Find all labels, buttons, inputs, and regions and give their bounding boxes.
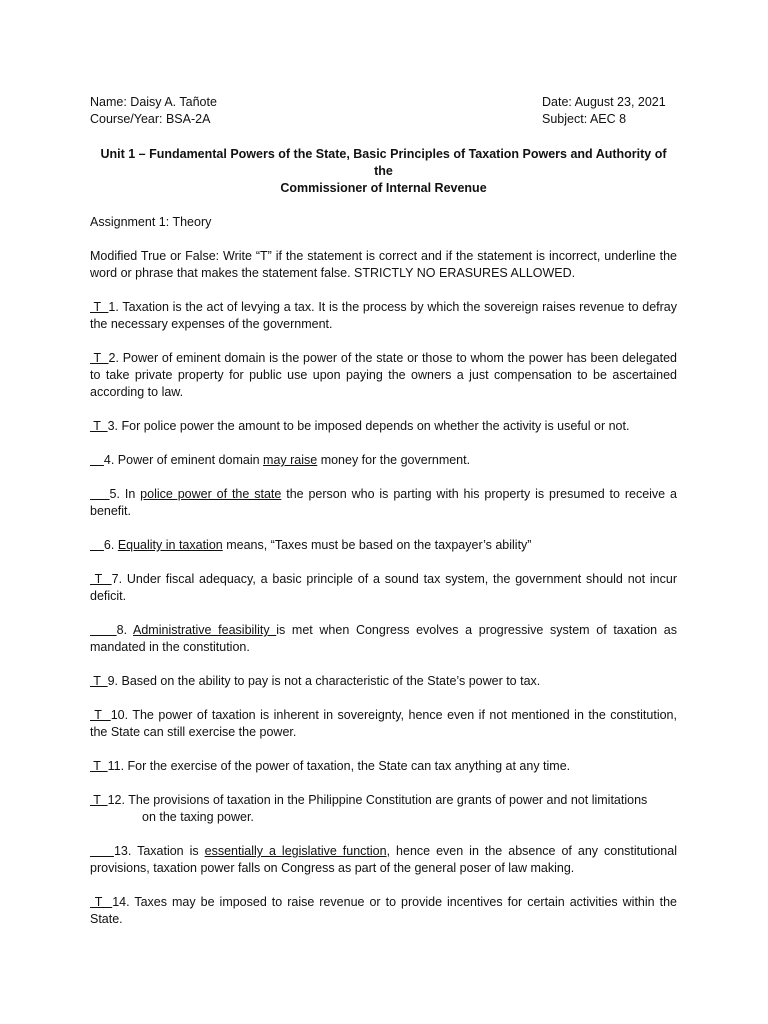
- instructions: Modified True or False: Write “T” if the statement is correct and if the statement is incorrect, underline the word or phrase that makes the statement false. STRICTLY NO ERASURES ALLOWED.: [90, 249, 677, 280]
- answer-blank: T: [90, 351, 109, 365]
- underlined-phrase: Administrative feasibility: [133, 623, 277, 637]
- item-text-post: , hence even in the absence of any constitutional provisions, taxation power falls on Congress as part of the general poser of law making.: [90, 844, 677, 875]
- item-text: 9. Based on the ability to pay is not a characteristic of the State’s power to tax.: [107, 674, 541, 688]
- answer-blank: [90, 538, 104, 552]
- item-text-pre: 8.: [116, 623, 134, 637]
- item-text-post: money for the government.: [317, 453, 471, 467]
- answer-blank: T: [90, 572, 112, 586]
- student-name: Name: Daisy A. Tañote: [90, 95, 217, 109]
- answer-blank: [90, 453, 104, 467]
- item-text-post: is met when Congress evolves a progressive system of taxation as mandated in the constitution.: [90, 623, 677, 654]
- list-item: [90, 350, 677, 401]
- answer-blank: T: [90, 895, 113, 909]
- unit-title-line1: Unit 1 – Fundamental Powers of the State, Basic Principles of Taxation Powers and Authority of the: [100, 147, 667, 178]
- list-item: [90, 486, 677, 520]
- list-item: [90, 452, 677, 469]
- item-text: 3. For police power the amount to be imposed depends on whether the activity is useful or not.: [107, 419, 630, 433]
- item-text-post: the person who is parting with his property is presumed to receive a benefit.: [90, 487, 677, 518]
- item-text-pre: 6.: [103, 538, 118, 552]
- answer-blank: T: [90, 793, 108, 807]
- subject-field: Subject: AEC 8: [542, 112, 627, 126]
- assignment-heading: Assignment 1: Theory: [90, 215, 212, 229]
- item-text-pre: 13. Taxation is: [113, 844, 205, 858]
- list-item: [90, 571, 677, 605]
- list-item: [90, 894, 677, 928]
- answer-blank: T: [90, 708, 111, 722]
- assignment-info: [542, 94, 677, 128]
- item-text: 1. Taxation is the act of levying a tax. It is the process by which the sovereign raises revenue to defray the necessary expenses of the government.: [90, 300, 677, 331]
- item-text: 14. Taxes may be imposed to raise revenue or to provide incentives for certain activities within the State.: [90, 895, 677, 926]
- answer-blank: [90, 623, 117, 637]
- list-item: [90, 418, 677, 435]
- item-text: 10. The power of taxation is inherent in sovereignty, hence even if not mentioned in the constitution, the State can still exercise the power.: [90, 708, 677, 739]
- item-text-pre: 5. In: [109, 487, 141, 501]
- items-list: [90, 299, 677, 928]
- answer-blank: T: [90, 300, 109, 314]
- unit-title-line2: Commissioner of Internal Revenue: [280, 181, 487, 195]
- item-text: 11. For the exercise of the power of taxation, the State can tax anything at any time.: [107, 759, 571, 773]
- list-item: [90, 707, 677, 741]
- list-item: [90, 622, 677, 656]
- underlined-phrase: may raise: [263, 453, 318, 467]
- student-info: [90, 94, 217, 128]
- unit-title: [90, 146, 677, 197]
- item-text: 7. Under fiscal adequacy, a basic principle of a sound tax system, the government should not incur deficit.: [90, 572, 677, 603]
- underlined-phrase: Equality in taxation: [117, 538, 223, 552]
- item-text-post: means, “Taxes must be based on the taxpayer’s ability”: [222, 538, 532, 552]
- item-text-pre: 4. Power of eminent domain: [103, 453, 264, 467]
- underlined-phrase: essentially a legislative function: [204, 844, 387, 858]
- list-item: [90, 299, 677, 333]
- date-field: Date: August 23, 2021: [542, 95, 666, 109]
- answer-blank: T: [90, 419, 108, 433]
- document-page: [90, 94, 677, 928]
- answer-blank: T: [90, 759, 108, 773]
- item-text: 2. Power of eminent domain is the power of the state or those to whom the power has been delegated to take private property for public use upon paying the owners a just compensation to be ascertained according to law.: [90, 351, 677, 399]
- item-text: 12. The provisions of taxation in the Philippine Constitution are grants of power and not limitations: [107, 793, 648, 807]
- answer-blank: T: [90, 674, 108, 688]
- answer-blank: [90, 844, 114, 858]
- answer-blank: [90, 487, 110, 501]
- list-item: [90, 792, 677, 826]
- course-year: Course/Year: BSA-2A: [90, 112, 211, 126]
- list-item: [90, 673, 677, 690]
- list-item: [90, 537, 677, 554]
- underlined-phrase: police power of the state: [140, 487, 282, 501]
- list-item: [90, 758, 677, 775]
- item-text-continuation: on the taxing power.: [142, 810, 254, 824]
- document-header: [90, 94, 677, 128]
- list-item: [90, 843, 677, 877]
